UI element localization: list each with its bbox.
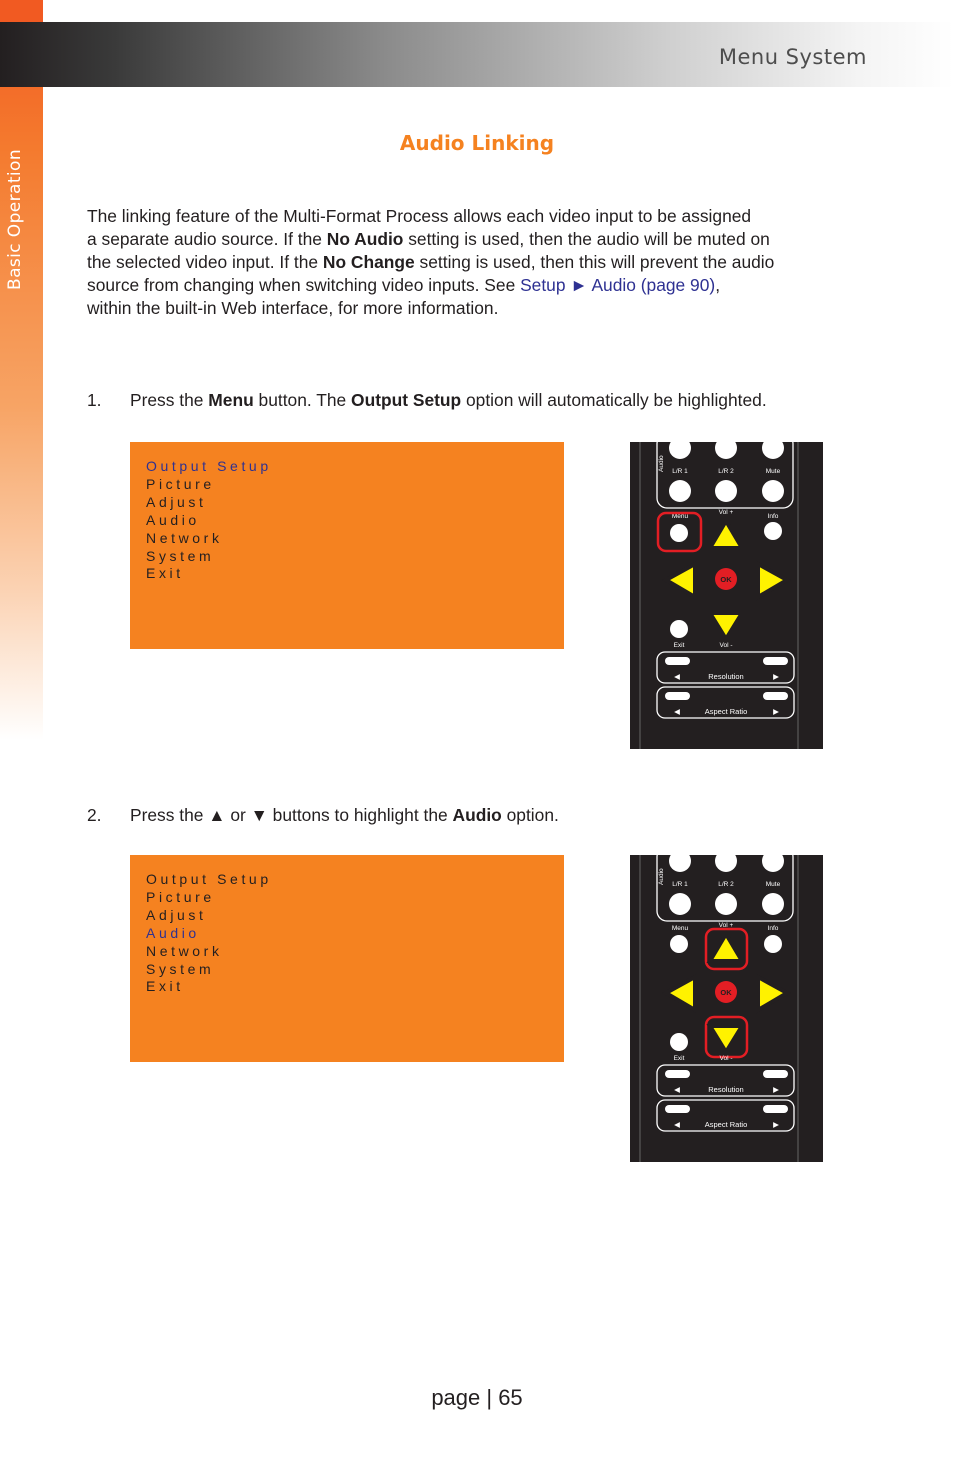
- lr2-label: L/R 2: [718, 468, 734, 475]
- mute-label: Mute: [765, 881, 781, 888]
- svg-text:◀: ◀: [674, 1120, 680, 1129]
- osd-menu-item: Network: [146, 529, 223, 546]
- remote-control-2: [630, 855, 823, 1162]
- intro-text: setting is used, then the audio will be muted on: [403, 229, 770, 249]
- menu-label: Menu: [671, 513, 689, 520]
- ok-label: OK: [720, 575, 732, 584]
- osd-menu-screen-1: [130, 442, 564, 649]
- exit-label: Exit: [673, 642, 685, 649]
- lr1-button: [669, 480, 691, 502]
- step-bold: Audio: [452, 805, 502, 825]
- mute-button: [762, 480, 784, 502]
- step-text-part: Press the: [130, 390, 209, 410]
- step-text: [130, 390, 767, 411]
- svg-text:▶: ▶: [773, 1085, 779, 1094]
- lr1-label: L/R 1: [672, 881, 688, 888]
- page-number: page | 65: [431, 1385, 523, 1410]
- step-text-part: button. The: [253, 390, 352, 410]
- info-button: [764, 522, 782, 540]
- osd-menu-item: Network: [146, 942, 223, 959]
- osd-menu-item: Audio: [146, 924, 200, 941]
- mute-button: [762, 893, 784, 915]
- menu-button: [670, 935, 688, 953]
- svg-text:▶: ▶: [773, 1120, 779, 1129]
- intro-text: a separate audio source. If the: [87, 229, 327, 249]
- svg-text:▶: ▶: [773, 707, 779, 716]
- audio-group-label: Audio: [658, 455, 665, 472]
- intro-line: [87, 228, 877, 251]
- intro-line: [87, 274, 877, 297]
- aspect-ratio-label: Aspect Ratio: [704, 1120, 748, 1129]
- osd-menu-item: System: [146, 547, 215, 564]
- audio-group-label: Audio: [658, 868, 665, 885]
- intro-line: The linking feature of the Multi-Format Process allows each video input to be assigned: [87, 206, 752, 226]
- step-bold: Menu: [208, 390, 254, 410]
- osd-menu-item: Exit: [146, 978, 184, 995]
- menu-button: [670, 524, 688, 542]
- osd-menu-list: [146, 458, 272, 583]
- svg-text:▶: ▶: [773, 672, 779, 681]
- step-number: 1.: [87, 390, 102, 410]
- intro-text: the selected video input. If the: [87, 252, 323, 272]
- intro-text: ,: [715, 275, 721, 295]
- menu-label: Menu: [671, 925, 689, 932]
- osd-menu-item: Exit: [146, 565, 184, 582]
- remote-control-1: [630, 442, 823, 749]
- vol-plus-label: Vol +: [718, 922, 734, 929]
- page-title: Audio Linking: [399, 131, 555, 155]
- intro-line: [87, 251, 877, 274]
- osd-menu-item: Picture: [146, 888, 215, 905]
- lr2-button: [715, 480, 737, 502]
- osd-menu-item: Output Setup: [146, 871, 272, 887]
- side-tab-label: Basic Operation: [5, 148, 25, 290]
- exit-label: Exit: [673, 1055, 685, 1062]
- vol-plus-label: Vol +: [718, 509, 734, 516]
- exit-button: [670, 620, 688, 638]
- lr2-button: [715, 893, 737, 915]
- lr1-button: [669, 893, 691, 915]
- ok-label: OK: [720, 988, 732, 997]
- step-number: 2.: [87, 805, 102, 825]
- intro-bold: No Change: [322, 252, 415, 272]
- step-text: [130, 805, 559, 826]
- intro-bold: No Audio: [326, 229, 404, 249]
- intro-text: source from changing when switching video inputs. See: [87, 275, 521, 295]
- osd-menu-item: Output Setup: [146, 458, 272, 474]
- step-bold: Output Setup: [351, 390, 462, 410]
- info-label: Info: [767, 925, 779, 932]
- osd-menu-item: Picture: [146, 475, 215, 492]
- lr2-label: L/R 2: [718, 881, 734, 888]
- aspect-ratio-label: Aspect Ratio: [704, 707, 748, 716]
- resolution-label: Resolution: [708, 672, 744, 681]
- svg-text:◀: ◀: [674, 672, 680, 681]
- vol-minus-label: Vol -: [719, 1055, 733, 1062]
- side-tab: [0, 0, 43, 740]
- lr1-label: L/R 1: [672, 468, 688, 475]
- intro-paragraph: [87, 205, 877, 320]
- step-text-part: option.: [501, 805, 559, 825]
- step-text-part: Press the ▲ or ▼ buttons to highlight the: [130, 805, 453, 825]
- header-section-title: Menu System: [718, 45, 867, 69]
- resolution-label: Resolution: [708, 1085, 744, 1094]
- osd-menu-item: Adjust: [146, 906, 207, 923]
- vol-minus-label: Vol -: [719, 642, 733, 649]
- setup-audio-link[interactable]: Setup ► Audio (page 90): [520, 275, 716, 295]
- osd-menu-item: Adjust: [146, 493, 207, 510]
- osd-menu-list: [146, 871, 272, 996]
- osd-menu-item: Audio: [146, 511, 200, 528]
- exit-button: [670, 1033, 688, 1051]
- info-button: [764, 935, 782, 953]
- intro-text: setting is used, then this will prevent the audio: [414, 252, 775, 272]
- step-text-part: option will automatically be highlighted.: [461, 390, 767, 410]
- intro-line: within the built-in Web interface, for more information.: [87, 298, 499, 318]
- osd-menu-screen-2: [130, 855, 564, 1062]
- svg-text:◀: ◀: [674, 707, 680, 716]
- info-label: Info: [767, 513, 779, 520]
- mute-label: Mute: [765, 468, 781, 475]
- osd-menu-item: System: [146, 960, 215, 977]
- svg-text:◀: ◀: [674, 1085, 680, 1094]
